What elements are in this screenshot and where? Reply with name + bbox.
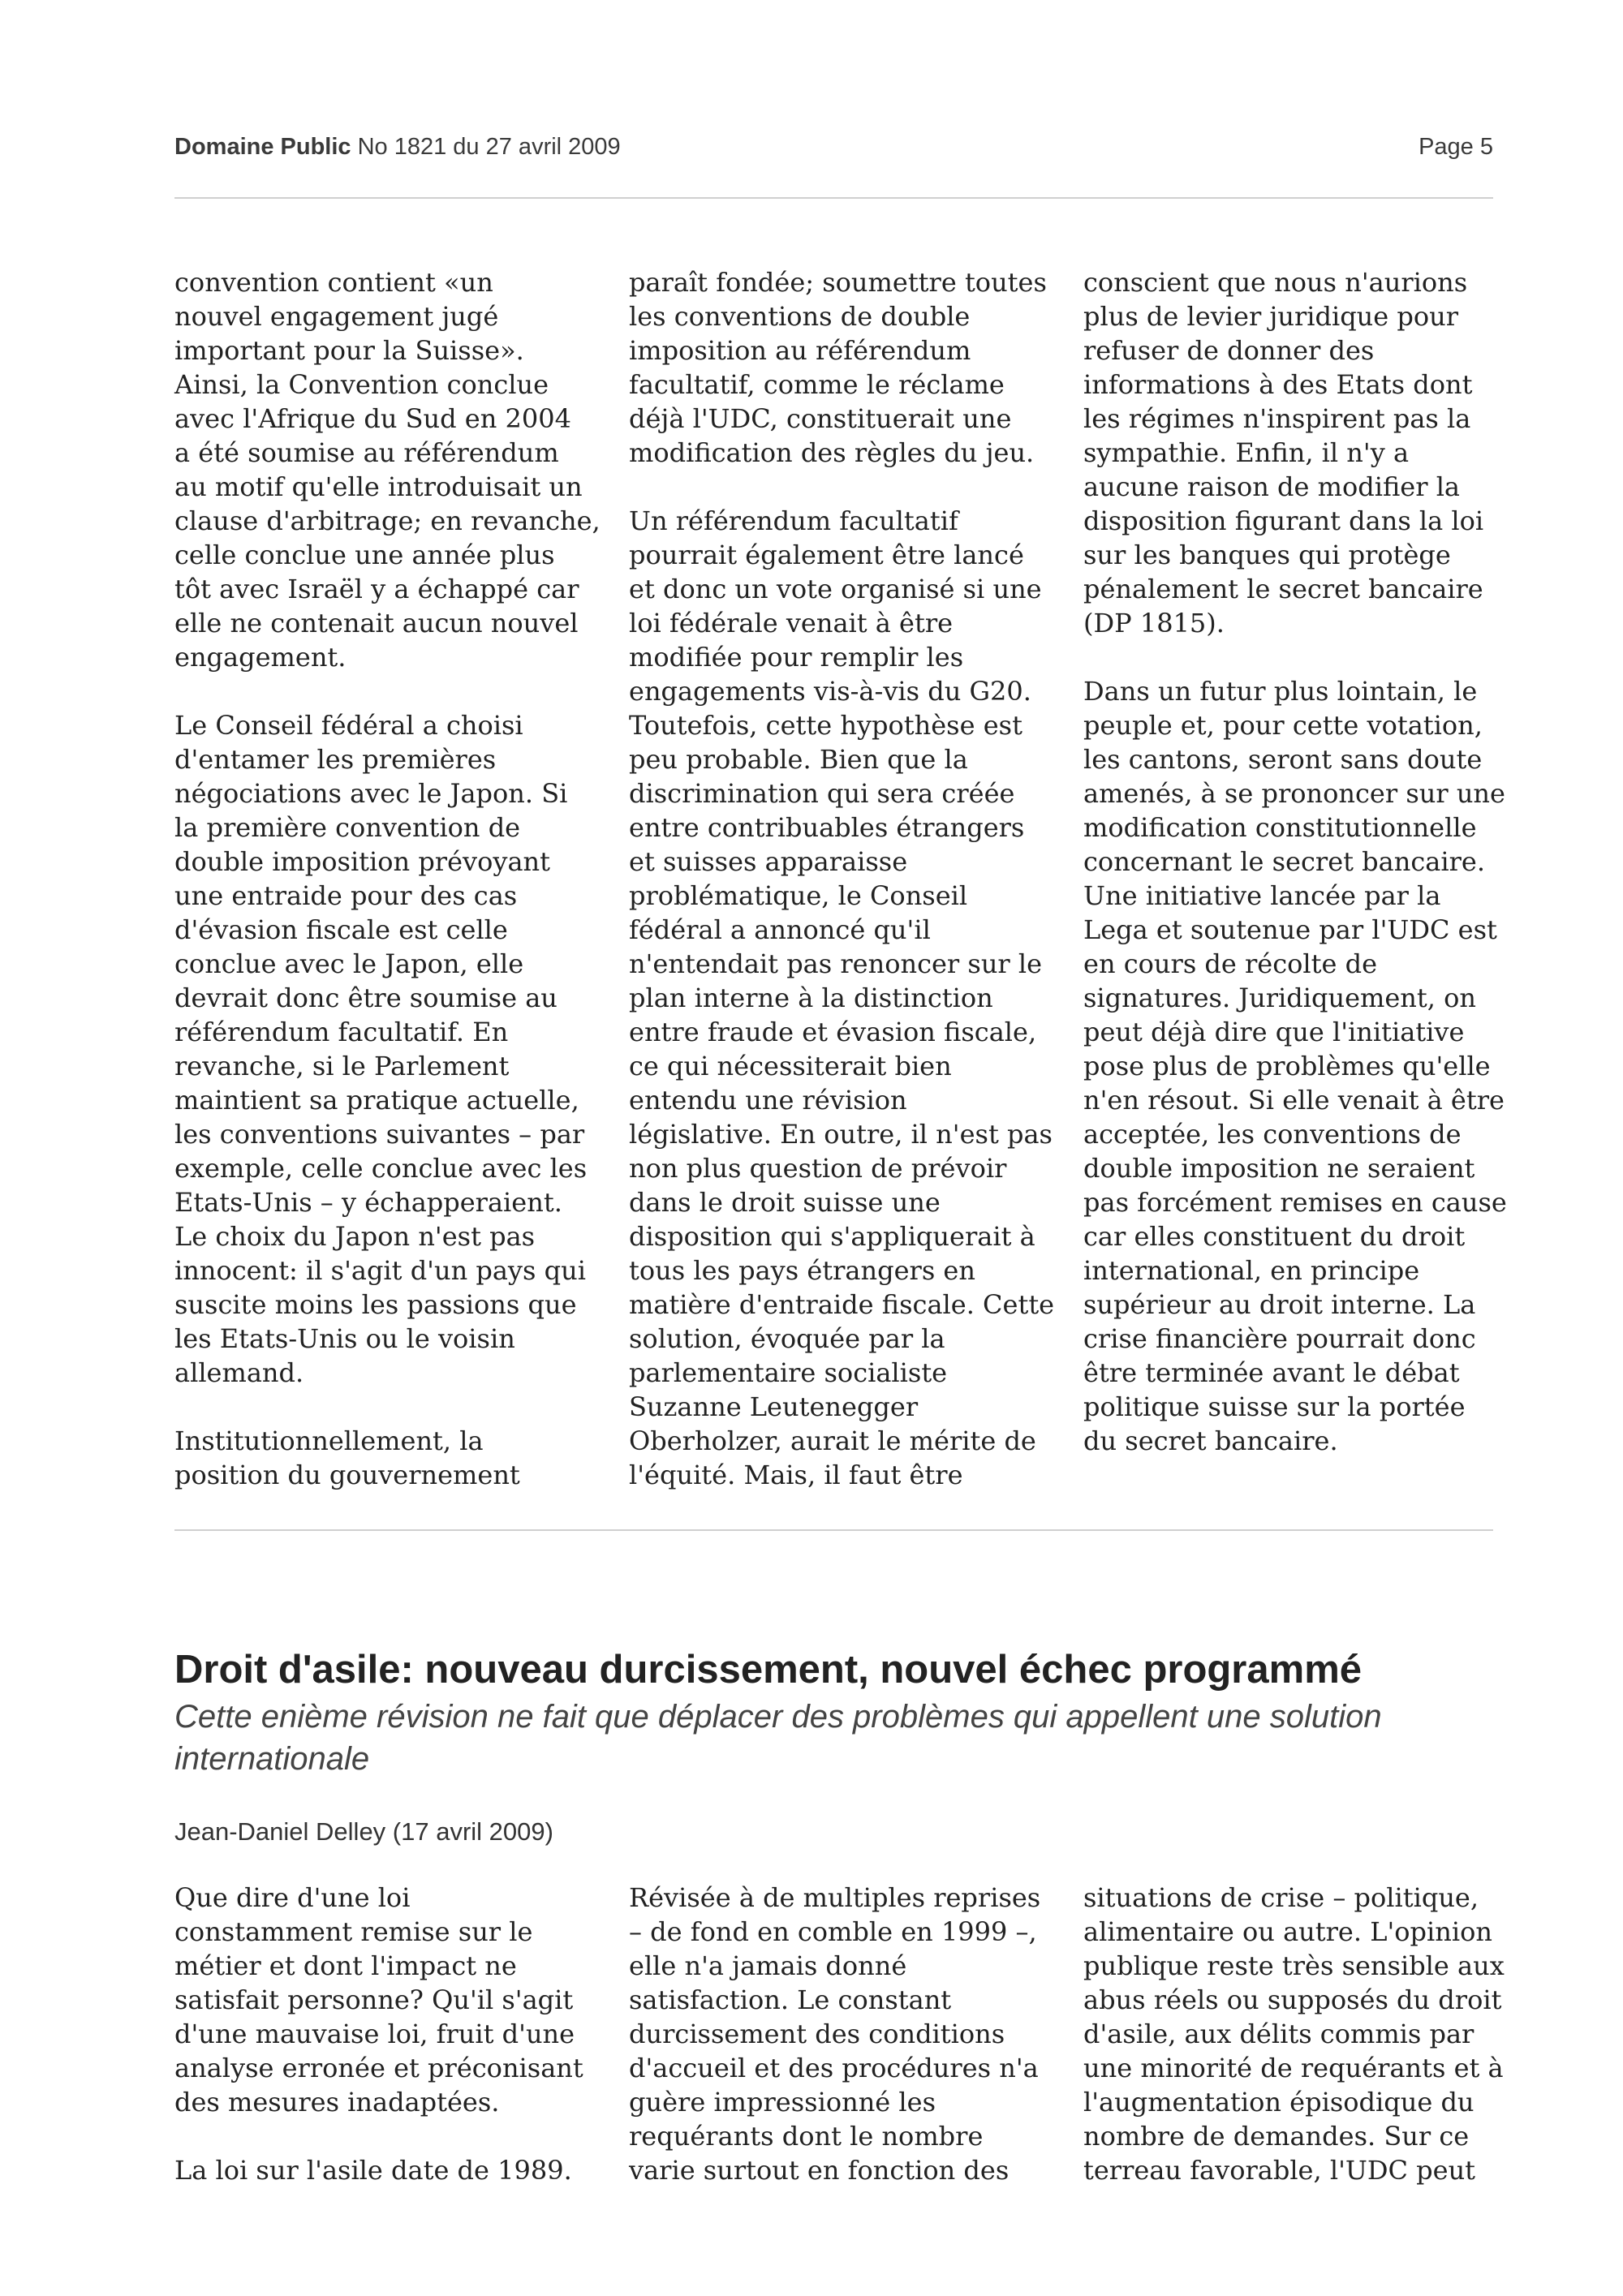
paragraph: Que dire d'une loi constamment remise sur le métier et dont l'impact ne satisfait personne? Qu'il s'agit d'une mauvaise loi, fruit d'une analyse erronée et préconisant des mesures inadaptées.	[174, 1882, 583, 2118]
issue-info: No 1821 du 27 avril 2009	[357, 134, 621, 160]
paragraph: Révisée à de multiples reprises – de fond en comble en 1999 –, elle n'a jamais donné satisfaction. Le constant durcissement des conditions d'accueil et des procédures n'a guère impressionné les requérants dont le nombre varie surtout en fonction des	[629, 1882, 1041, 2186]
running-header	[174, 134, 1493, 166]
paragraph: paraît fondée; soumettre toutes les conventions de double imposition au référendum facultatif, comme le réclame déjà l'UDC, constituerait une modification des règles du jeu.	[629, 267, 1047, 468]
paragraph: conscient que nous n'aurions plus de levier juridique pour refuser de donner des informations à des Etats dont les régimes n'inspirent pas la sympathie. Enfin, il n'y a aucune raison de modifier la disposition figurant dans la loi sur les banques qui protège pénalement le secret bancaire (DP 1815).	[1083, 267, 1484, 638]
top-article-column-3	[1083, 265, 1526, 1458]
bottom-article-column-3	[1083, 1881, 1526, 2187]
header-rule	[174, 197, 1493, 199]
page-number: Page 5	[1419, 134, 1493, 160]
paragraph: Le Conseil fédéral a choisi d'entamer les premières négociations avec le Japon. Si la première convention de double imposition prévoyant une entraide pour des cas d'évasion fiscale est celle conclue avec le Japon, elle devrait donc être soumise au référendum facultatif. En revanche, si le Parlement maintient sa pratique actuelle, les conventions suivantes – par exemple, celle conclue avec les Etats-Unis – y échapperaient. Le choix du Japon n'est pas innocent: il s'agit d'un pays qui suscite moins les passions que les Etats-Unis ou le voisin allemand.	[174, 710, 588, 1388]
paragraph: Un référendum facultatif pourrait également être lancé et donc un vote organisé si une loi fédérale venait à être modifiée pour remplir les engagements vis-à-vis du G20. Toutefois, cette hypothèse est peu probable. Bien que la discrimination qui sera créée entre contribuables étrangers et suisses apparaisse problématique, le Conseil fédéral a annoncé qu'il n'entendait pas renoncer sur le plan interne à la distinction entre fraude et évasion fiscale, ce qui nécessiterait bien entendu une révision législative. En outre, il n'est pas non plus question de prévoir dans le droit suisse une disposition qui s'appliquerait à tous les pays étrangers en matière d'entraide fiscale. Cette solution, évoquée par la parlementaire socialiste Suzanne Leutenegger Oberholzer, aurait le mérite de l'équité. Mais, il faut être	[629, 505, 1055, 1490]
bottom-article-column-2	[629, 1881, 1071, 2187]
article-subtitle: Cette enième révision ne fait que déplacer des problèmes qui appellent une solution internationale	[174, 1699, 1382, 1777]
article-title: Droit d'asile: nouveau durcissement, nouvel échec programmé	[174, 1648, 1363, 1692]
paragraph: Dans un futur plus lointain, le peuple et, pour cette votation, les cantons, seront sans doute amenés, à se prononcer sur une modification constitutionnelle concernant le secret bancaire. Une initiative lancée par la Lega et soutenue par l'UDC est en cours de récolte de signatures. Juridiquement, on peut déjà dire que l'initiative pose plus de problèmes qu'elle n'en résout. Si elle venait à être acceptée, les conventions de double imposition ne seraient pas forcément remises en cause car elles constituent du droit international, en principe supérieur au droit interne. La crise financière pourrait donc être terminée avant le débat politique suisse sur la portée du secret bancaire.	[1083, 676, 1507, 1456]
paragraph: convention contient «un nouvel engagement jugé important pour la Suisse». Ainsi, la Convention conclue avec l'Afrique du Sud en 2004 a été soumise au référendum au motif qu'elle introduisait un clause d'arbitrage; en revanche, celle conclue une année plus tôt avec Israël y a échappé car elle ne contenait aucun nouvel engagement.	[174, 267, 601, 673]
paragraph: situations de crise – politique, alimentaire ou autre. L'opinion publique reste très sensible aux abus réels ou supposés du droit d'asile, aux délits commis par une minorité de requérants et à l'augmentation épisodique du nombre de demandes. Sur ce terreau favorable, l'UDC peut	[1083, 1882, 1505, 2186]
article-separator-rule	[174, 1529, 1493, 1531]
publication-name: Domaine Public	[174, 134, 351, 160]
paragraph: La loi sur l'asile date de 1989.	[174, 2155, 572, 2186]
paragraph: Institutionnellement, la position du gouvernement	[174, 1425, 520, 1490]
bottom-article-column-1	[174, 1881, 617, 2187]
top-article-column-1	[174, 265, 617, 1492]
top-article-column-2	[629, 265, 1071, 1492]
article-byline: Jean-Daniel Delley (17 avril 2009)	[174, 1817, 553, 1846]
